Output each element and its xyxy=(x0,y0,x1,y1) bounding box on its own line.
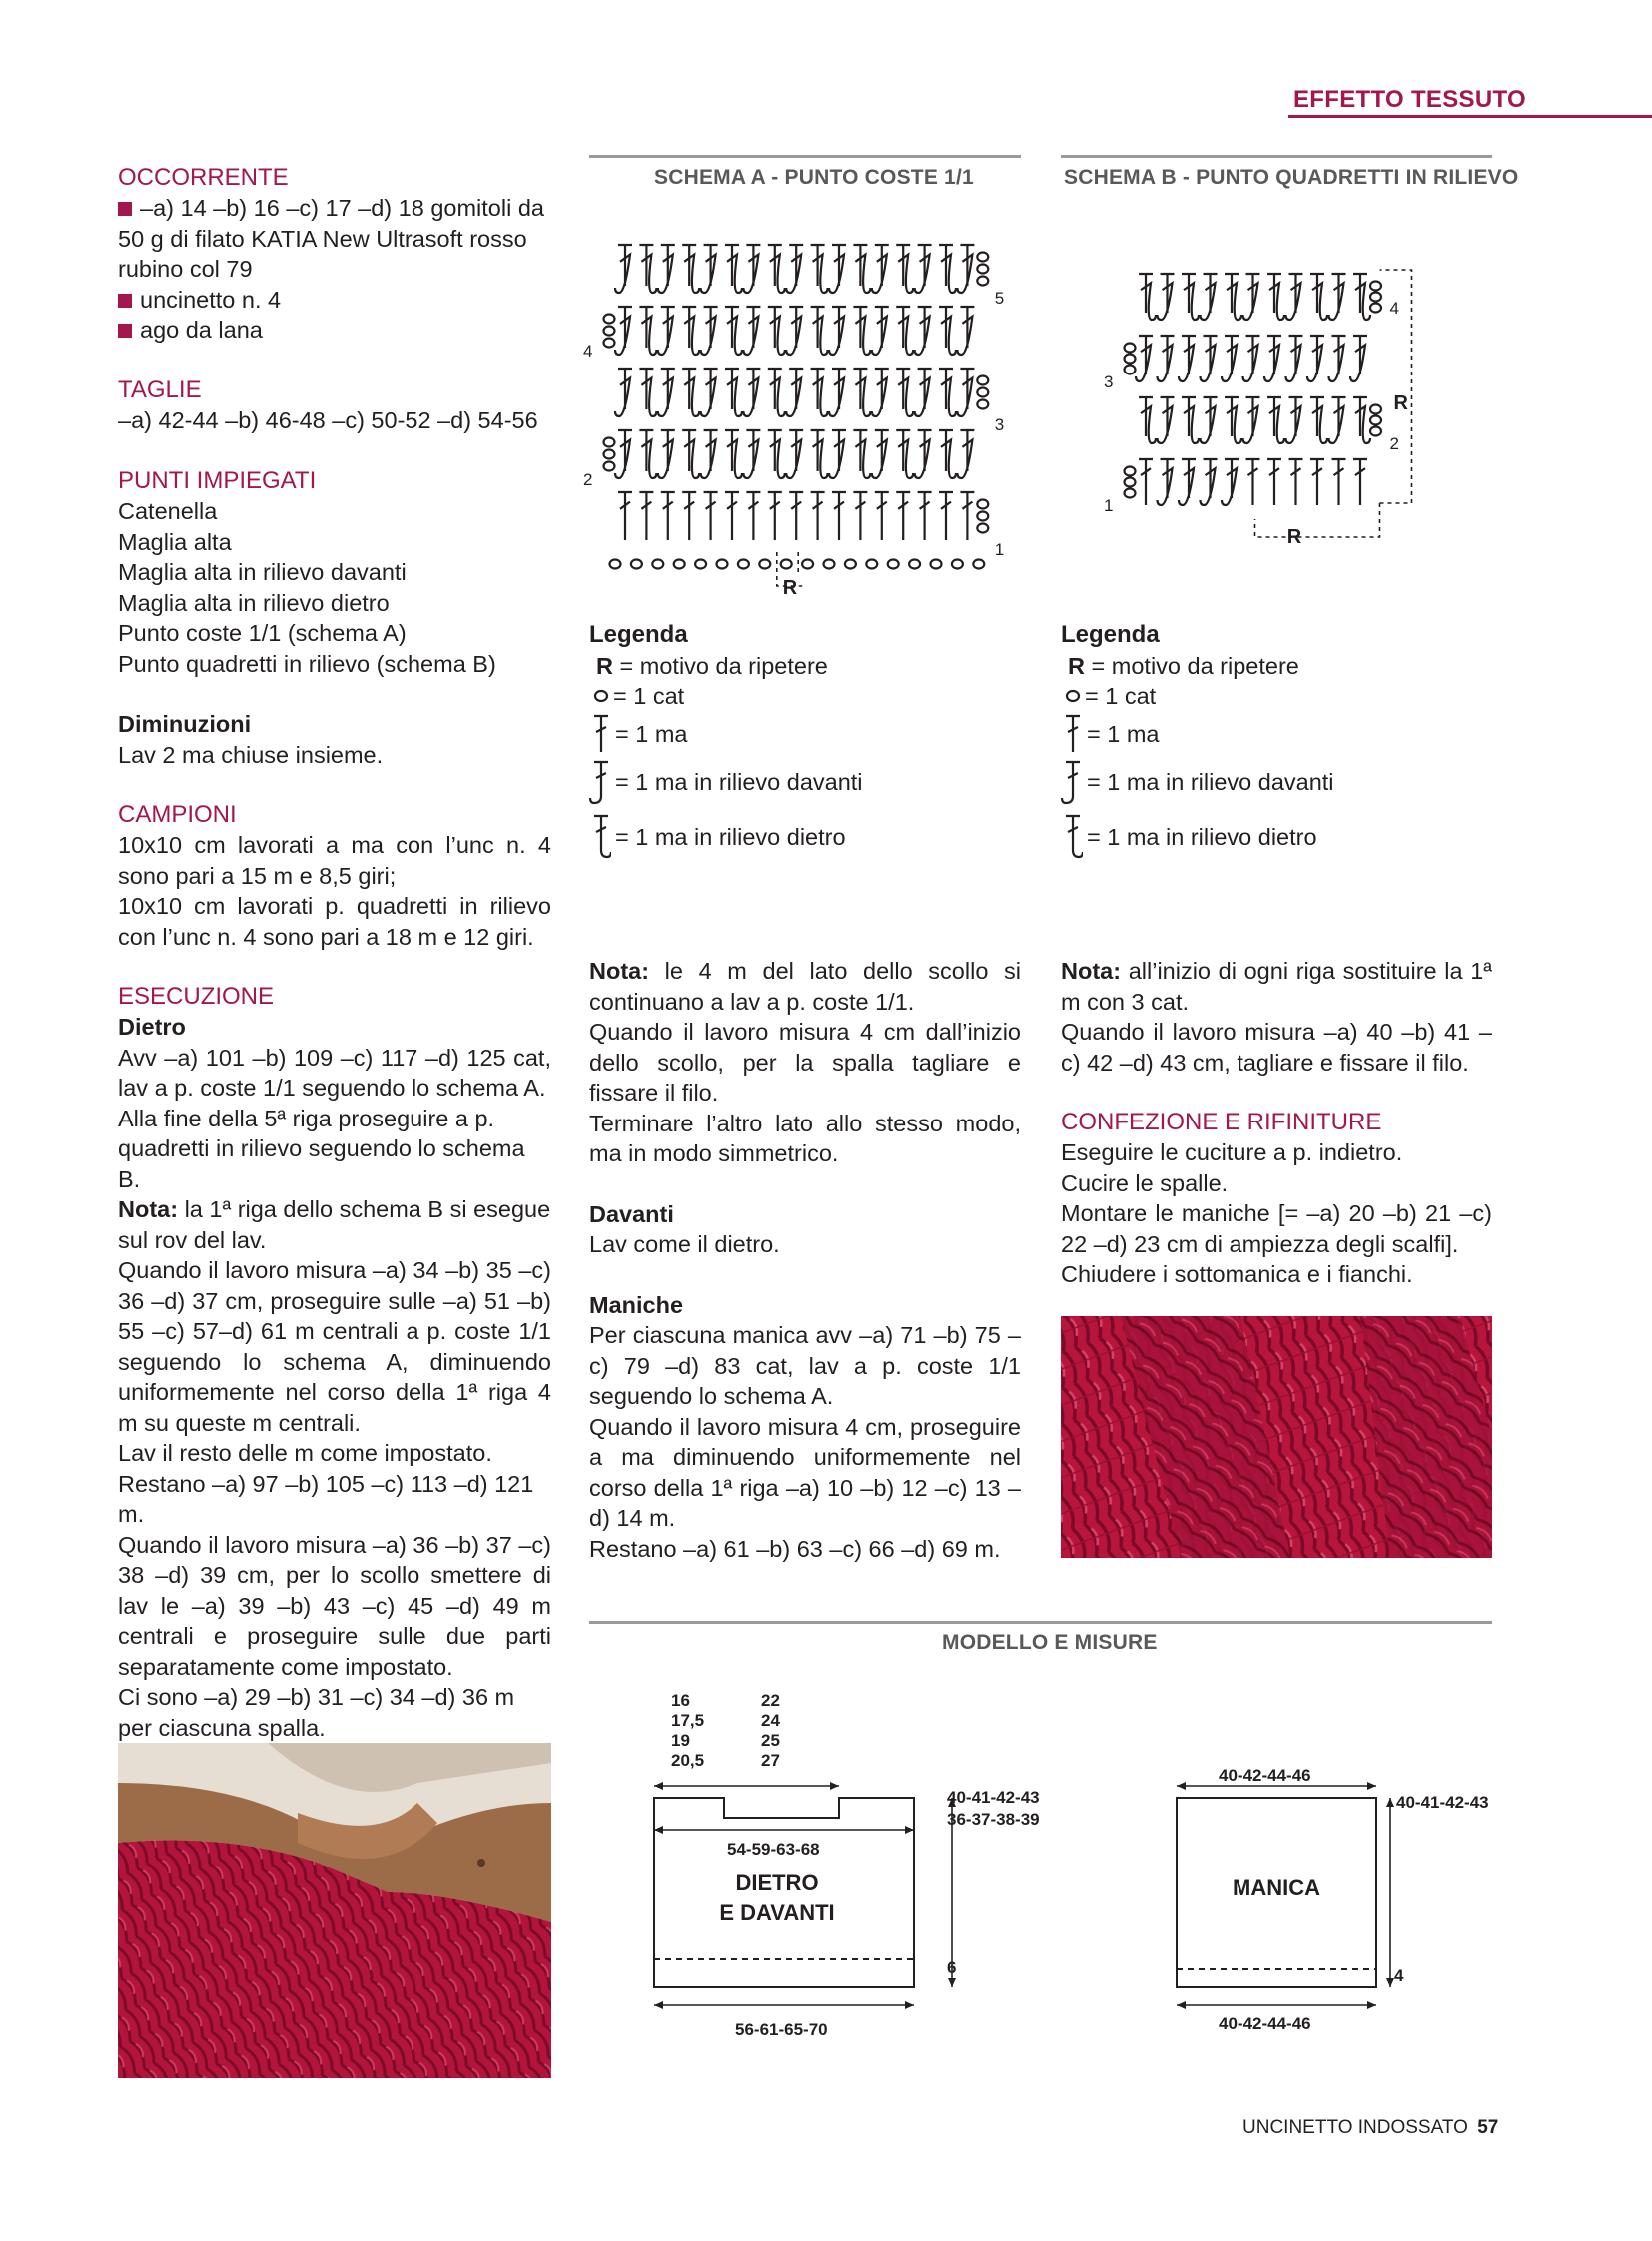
side-height-label: 36-37-38-39 xyxy=(947,1810,1040,1829)
front-post-symbol xyxy=(701,369,718,416)
double-crochet-symbol xyxy=(960,492,974,540)
maniche-text: Per ciascuna manica avv –a) 71 –b) 75 –c) 79 –d) 83 cat, lav a p. coste 1/1 seguendo lo schema A. xyxy=(589,1322,1021,1409)
chain-symbol xyxy=(909,560,920,569)
front-post-symbol xyxy=(915,245,932,293)
front-post-symbol xyxy=(1158,459,1175,505)
esecuzione-text: Alla fine della 5ª riga proseguire a p. quadretti in rilievo seguendo lo schema B. xyxy=(118,1105,525,1192)
back-post-symbol xyxy=(939,245,956,293)
neck-size-2: 24 xyxy=(761,1711,780,1730)
campioni-text: 10x10 cm lavorati p. quadretti in rilievo con l’unc n. 4 sono pari a 18 m e 12 giri. xyxy=(118,893,551,950)
front-post-symbol xyxy=(829,430,846,478)
occorrente-item: uncinetto n. 4 xyxy=(118,285,551,316)
legend-a xyxy=(589,619,1009,867)
chain-symbol xyxy=(604,450,615,459)
front-post-symbol xyxy=(1201,274,1218,320)
measurements-diagram xyxy=(589,1668,1492,2047)
front-post-symbol xyxy=(786,430,803,478)
chain-symbol xyxy=(604,462,615,471)
esecuzione-text: Avv –a) 101 –b) 109 –c) 117 –d) 125 cat, lav a p. coste 1/1 seguendo lo schema A. xyxy=(118,1044,551,1101)
front-post-symbol xyxy=(1264,336,1281,381)
double-crochet-symbol xyxy=(896,492,910,540)
legend-a-ma: = 1 ma xyxy=(589,711,1009,757)
confezione-item: Chiudere i sottomanica e i fianchi. xyxy=(1061,1261,1413,1287)
front-post-symbol xyxy=(658,369,675,416)
chain-symbol xyxy=(977,277,988,286)
swatch-photo-image xyxy=(1061,1316,1492,1558)
front-post-symbol xyxy=(829,369,846,416)
legend-b-repeat: R = motivo da ripetere xyxy=(1068,653,1299,679)
bullet-icon xyxy=(118,202,132,216)
legend-a-repeat: R = motivo da ripetere xyxy=(596,653,828,679)
chain-symbol xyxy=(977,265,988,274)
back-post-symbol xyxy=(725,430,742,478)
chain-symbol xyxy=(973,560,984,569)
punti-item: Maglia alta in rilievo dietro xyxy=(118,589,390,616)
bullet-icon xyxy=(118,324,132,338)
back-post-symbol xyxy=(811,307,828,355)
front-post-icon xyxy=(1061,758,1083,806)
repeat-label: R xyxy=(1393,392,1408,414)
repeat-label: R xyxy=(1286,526,1302,548)
front-post-symbol xyxy=(743,369,760,416)
front-post-symbol xyxy=(829,307,846,355)
chain-symbol xyxy=(604,315,615,324)
back-post-symbol xyxy=(682,369,699,416)
back-post-symbol xyxy=(1225,274,1241,320)
front-post-symbol xyxy=(1286,274,1303,320)
punti-heading: PUNTI IMPIEGATI xyxy=(118,467,317,494)
left-column xyxy=(118,163,551,1743)
double-crochet-symbol xyxy=(789,492,803,540)
back-post-symbol xyxy=(768,307,785,355)
esecuzione-text: Restano –a) 97 –b) 105 –c) 113 –d) 121 m. xyxy=(118,1470,534,1527)
footer xyxy=(1242,2117,1498,2139)
modello-title: MODELLO E MISURE xyxy=(942,1631,1158,1654)
section-title: EFFETTO TESSUTO xyxy=(1293,86,1526,113)
esecuzione-text: Lav il resto delle m come impostato. xyxy=(118,1440,492,1466)
schema-b-nota: Nota: all’inizio di ogni riga sostituire la 1ª m con 3 cat. xyxy=(1061,958,1492,1015)
occorrente-heading: OCCORRENTE xyxy=(118,164,289,191)
row-label: 1 xyxy=(994,540,1005,559)
chain-symbol xyxy=(952,560,963,569)
back-post-symbol xyxy=(1182,274,1199,320)
swatch-photo xyxy=(1061,1316,1492,1558)
front-post-symbol xyxy=(872,307,889,355)
back-post-icon xyxy=(1061,812,1083,862)
front-post-symbol xyxy=(701,307,718,355)
double-crochet-symbol xyxy=(639,492,653,540)
esecuzione-text: Quando il lavoro misura –a) 36 –b) 37 –c) 38 –d) 39 cm, per lo scollo smettere di lav le –a) 39 –b) 43 –c) 45 –d) 49 m centrali e proseguire sulle due parti separatamente come impostato. xyxy=(118,1531,551,1680)
back-post-symbol xyxy=(1353,274,1370,320)
chain-icon xyxy=(1061,686,1083,706)
front-post-symbol xyxy=(743,245,760,293)
front-post-symbol xyxy=(786,369,803,416)
front-post-symbol xyxy=(915,369,932,416)
double-crochet-symbol xyxy=(1353,459,1367,505)
double-crochet-symbol xyxy=(939,492,953,540)
chain-symbol xyxy=(866,560,877,569)
chain-symbol xyxy=(781,560,792,569)
front-post-symbol xyxy=(743,430,760,478)
sleeve-bottom-width-label: 40-42-44-46 xyxy=(1219,2014,1311,2033)
chain-symbol xyxy=(1370,427,1381,436)
schema-b-rule xyxy=(1061,155,1492,158)
chain-symbol xyxy=(610,560,621,569)
back-post-symbol xyxy=(1139,274,1156,320)
back-post-symbol xyxy=(1182,397,1199,443)
esecuzione-heading: ESECUZIONE xyxy=(118,983,275,1010)
row-label: 3 xyxy=(1104,373,1114,391)
chain-symbol xyxy=(1370,304,1381,313)
page-number: 57 xyxy=(1477,2117,1499,2138)
sleeve-height-label: 40-41-42-43 xyxy=(1396,1793,1489,1812)
body-label-1: DIETRO xyxy=(735,1870,819,1895)
front-post-symbol xyxy=(743,307,760,355)
chain-symbol xyxy=(695,560,706,569)
back-post-symbol xyxy=(639,307,656,355)
schema-b-title: SCHEMA B - PUNTO QUADRETTI IN RILIEVO xyxy=(1064,166,1519,189)
chain-symbol xyxy=(888,560,899,569)
front-post-symbol xyxy=(957,307,974,355)
front-post-symbol xyxy=(1179,336,1196,381)
front-post-symbol xyxy=(1286,336,1303,381)
maniche-text: Restano –a) 61 –b) 63 –c) 66 –d) 69 m. xyxy=(589,1535,1001,1562)
double-crochet-symbol xyxy=(682,492,696,540)
sleeve-rib-label: 4 xyxy=(1394,1966,1404,1985)
double-crochet-symbol xyxy=(832,492,846,540)
front-post-symbol xyxy=(1329,336,1346,381)
dietro-heading: Dietro xyxy=(118,1014,186,1040)
legend-a-back: = 1 ma in rilievo dietro xyxy=(589,807,1009,867)
front-post-symbol xyxy=(1222,459,1239,505)
back-post-symbol xyxy=(811,245,828,293)
davanti-heading: Davanti xyxy=(589,1200,674,1227)
front-post-symbol xyxy=(872,245,889,293)
sleeve-label: MANICA xyxy=(1233,1875,1320,1900)
chain-symbol xyxy=(824,560,835,569)
modello-rule xyxy=(589,1621,1492,1624)
back-post-symbol xyxy=(725,245,742,293)
front-post-symbol xyxy=(615,430,632,478)
front-post-symbol xyxy=(615,307,632,355)
chain-symbol xyxy=(604,438,615,447)
chain-symbol xyxy=(759,560,770,569)
double-crochet-symbol xyxy=(704,492,718,540)
footer-magazine: UNCINETTO INDOSSATO xyxy=(1242,2117,1468,2138)
chain-symbol xyxy=(652,560,663,569)
repeat-bracket xyxy=(1255,503,1380,537)
chain-symbol xyxy=(931,560,942,569)
double-crochet-symbol xyxy=(1332,459,1346,505)
schema-a-title: SCHEMA A - PUNTO COSTE 1/1 xyxy=(654,166,974,189)
double-crochet-symbol xyxy=(875,492,889,540)
shoulder-size-1: 16 xyxy=(671,1691,690,1710)
front-post-symbol xyxy=(658,430,675,478)
chain-symbol xyxy=(1370,293,1381,302)
back-post-symbol xyxy=(853,430,870,478)
chain-icon xyxy=(589,686,611,706)
neck-size-3: 25 xyxy=(761,1731,780,1750)
confezione-item: Eseguire le cuciture a p. indietro. xyxy=(1061,1139,1403,1165)
chain-symbol xyxy=(977,376,988,385)
front-post-symbol xyxy=(658,307,675,355)
front-post-symbol xyxy=(957,369,974,416)
chain-symbol xyxy=(977,500,988,509)
back-post-symbol xyxy=(811,430,828,478)
confezione-item: Montare le maniche [= –a) 20 –b) 21 –c) 22 –d) 23 cm di ampiezza degli scalfi]. xyxy=(1061,1200,1492,1257)
chain-symbol xyxy=(977,388,988,397)
schema-a-rule xyxy=(589,155,1021,158)
top-height-label: 40-41-42-43 xyxy=(947,1788,1040,1807)
double-crochet-symbol xyxy=(1139,459,1153,505)
shoulder-size-3: 19 xyxy=(671,1731,690,1750)
shoulder-size-4: 20,5 xyxy=(671,1751,705,1770)
row-label: 4 xyxy=(1389,299,1399,318)
legend-b-back: = 1 ma in rilievo dietro xyxy=(1061,807,1480,867)
back-post-symbol xyxy=(896,245,913,293)
chain-symbol xyxy=(1125,355,1136,364)
maniche-heading: Maniche xyxy=(589,1291,684,1318)
front-post-symbol xyxy=(1329,397,1346,443)
row-label: 2 xyxy=(1389,434,1399,453)
row-label: 2 xyxy=(583,470,593,489)
neck-size-4: 27 xyxy=(761,1751,780,1770)
sleeve-top-width-label: 40-42-44-46 xyxy=(1219,1766,1311,1785)
chain-symbol xyxy=(674,560,685,569)
schema-a-nota: Nota: le 4 m del lato dello scollo si continuano a lav a p. coste 1/1. xyxy=(589,958,1021,1015)
front-post-symbol xyxy=(658,245,675,293)
chain-symbol xyxy=(1370,416,1381,425)
chain-symbol xyxy=(1125,489,1136,498)
back-post-symbol xyxy=(682,307,699,355)
esecuzione-text: Quando il lavoro misura –a) 34 –b) 35 –c) 36 –d) 37 cm, proseguire sulle –a) 51 –b) 55 –c) 57–d) 61 m centrali a p. coste 1/1 seguendo lo schema A, diminuendo uniformemente nel corso della 1ª riga 4 m su queste m centrali. xyxy=(118,1257,551,1436)
chain-symbol xyxy=(977,400,988,409)
model-photo-image xyxy=(118,1743,551,2078)
chain-symbol xyxy=(1125,366,1136,374)
front-post-symbol xyxy=(1158,336,1175,381)
front-post-symbol xyxy=(957,430,974,478)
front-post-symbol xyxy=(872,369,889,416)
front-post-symbol xyxy=(957,245,974,293)
back-post-symbol xyxy=(768,369,785,416)
double-crochet-symbol xyxy=(918,492,932,540)
back-post-symbol xyxy=(1267,397,1284,443)
chain-symbol xyxy=(845,560,856,569)
legend-b-title: Legenda xyxy=(1061,621,1160,648)
front-post-icon xyxy=(589,758,611,806)
double-crochet-icon xyxy=(589,712,611,756)
front-post-symbol xyxy=(615,369,632,416)
legend-a-front: = 1 ma in rilievo davanti xyxy=(589,757,1009,807)
legend-b-ma: = 1 ma xyxy=(1061,711,1480,757)
chain-symbol xyxy=(977,253,988,262)
front-post-symbol xyxy=(1201,459,1218,505)
front-post-symbol xyxy=(786,307,803,355)
front-post-symbol xyxy=(1158,274,1175,320)
back-post-symbol xyxy=(1353,397,1370,443)
section-header xyxy=(1293,86,1526,114)
double-crochet-symbol xyxy=(853,492,867,540)
schema-a-diagram xyxy=(579,230,1019,609)
chain-symbol xyxy=(977,524,988,533)
neck-size-1: 22 xyxy=(761,1691,780,1710)
double-crochet-symbol xyxy=(1267,459,1281,505)
double-crochet-symbol xyxy=(1289,459,1303,505)
inner-width-label: 54-59-63-68 xyxy=(727,1840,820,1859)
chain-symbol xyxy=(1125,467,1136,476)
front-post-symbol xyxy=(1136,336,1153,381)
legend-b-front: = 1 ma in rilievo davanti xyxy=(1061,757,1480,807)
chain-symbol xyxy=(604,327,615,336)
double-crochet-symbol xyxy=(661,492,675,540)
chain-symbol xyxy=(1370,282,1381,291)
back-post-symbol xyxy=(853,369,870,416)
back-post-symbol xyxy=(939,430,956,478)
middle-column xyxy=(589,956,1021,1564)
schema-a-text: Quando il lavoro misura 4 cm dall’inizio dello scollo, per la spalla tagliare e fissare il filo. xyxy=(589,1019,1021,1106)
back-post-symbol xyxy=(1267,274,1284,320)
back-post-symbol xyxy=(853,245,870,293)
chain-symbol xyxy=(738,560,749,569)
back-post-symbol xyxy=(725,369,742,416)
occorrente-item: –a) 14 –b) 16 –c) 17 –d) 18 gomitoli da 50 g di filato KATIA New Ultrasoft rosso rubino col 79 xyxy=(118,195,544,282)
front-post-symbol xyxy=(1201,397,1218,443)
front-post-symbol xyxy=(615,245,632,293)
taglie-text: –a) 42-44 –b) 46-48 –c) 50-52 –d) 54-56 xyxy=(118,406,538,433)
chain-symbol xyxy=(1125,478,1136,487)
esecuzione-nota: Nota: la 1ª riga dello schema B si esegue sul rov del lav. xyxy=(118,1196,551,1253)
back-post-symbol xyxy=(853,307,870,355)
campioni-heading: CAMPIONI xyxy=(118,801,237,828)
row-label: 4 xyxy=(583,342,593,361)
back-post-symbol xyxy=(1139,397,1156,443)
punti-item: Punto quadretti in rilievo (schema B) xyxy=(118,650,496,677)
right-column xyxy=(1061,956,1492,1290)
row-label: 5 xyxy=(994,289,1005,308)
legend-b xyxy=(1061,619,1480,867)
back-post-symbol xyxy=(682,430,699,478)
legend-a-cat: = 1 cat xyxy=(589,681,1009,711)
back-post-symbol xyxy=(896,430,913,478)
front-post-symbol xyxy=(829,245,846,293)
double-crochet-symbol xyxy=(768,492,782,540)
back-post-symbol xyxy=(639,369,656,416)
schema-a-text: Terminare l’altro lato allo stesso modo, ma in modo simmetrico. xyxy=(589,1110,1021,1166)
back-post-symbol xyxy=(768,430,785,478)
repeat-label: R xyxy=(782,577,798,599)
back-post-symbol xyxy=(1225,397,1241,443)
double-crochet-symbol xyxy=(618,492,632,540)
front-post-symbol xyxy=(1158,397,1175,443)
double-crochet-symbol xyxy=(1310,459,1324,505)
chain-symbol xyxy=(1370,405,1381,414)
body-width-label: 56-61-65-70 xyxy=(735,2020,828,2039)
legend-a-title: Legenda xyxy=(589,621,688,648)
front-post-symbol xyxy=(1243,336,1260,381)
chain-symbol xyxy=(977,512,988,521)
double-crochet-symbol xyxy=(1246,459,1260,505)
front-post-symbol xyxy=(701,245,718,293)
schema-b-diagram xyxy=(1094,230,1553,609)
back-post-symbol xyxy=(896,369,913,416)
front-post-symbol xyxy=(786,245,803,293)
back-post-symbol xyxy=(811,369,828,416)
double-crochet-icon xyxy=(1061,712,1083,756)
front-post-symbol xyxy=(1201,336,1218,381)
double-crochet-symbol xyxy=(811,492,825,540)
bullet-icon xyxy=(118,294,132,308)
punti-item: Maglia alta xyxy=(118,528,232,555)
punti-item: Catenella xyxy=(118,498,218,524)
punti-item: Punto coste 1/1 (schema A) xyxy=(118,620,407,646)
row-label: 3 xyxy=(994,415,1005,434)
back-post-symbol xyxy=(939,307,956,355)
header-rule xyxy=(1288,115,1652,118)
front-post-symbol xyxy=(1307,336,1324,381)
diminuzioni-heading: Diminuzioni xyxy=(118,711,252,737)
front-post-symbol xyxy=(1179,459,1196,505)
chain-symbol xyxy=(717,560,728,569)
front-post-symbol xyxy=(872,430,889,478)
chain-symbol xyxy=(1125,344,1136,353)
back-post-symbol xyxy=(725,307,742,355)
chain-symbol xyxy=(802,560,813,569)
confezione-heading: CONFEZIONE E RIFINITURE xyxy=(1061,1109,1382,1135)
confezione-item: Cucire le spalle. xyxy=(1061,1169,1229,1196)
back-post-icon xyxy=(589,812,611,862)
front-post-symbol xyxy=(1243,274,1260,320)
front-post-symbol xyxy=(1329,274,1346,320)
front-post-symbol xyxy=(1243,397,1260,443)
shoulder-size-2: 17,5 xyxy=(671,1711,705,1730)
double-crochet-symbol xyxy=(725,492,739,540)
model-photo xyxy=(118,1743,551,2078)
front-post-symbol xyxy=(1222,336,1239,381)
front-post-symbol xyxy=(1350,336,1367,381)
chain-symbol xyxy=(604,339,615,348)
back-post-symbol xyxy=(639,430,656,478)
legend-b-cat: = 1 cat xyxy=(1061,681,1480,711)
front-post-symbol xyxy=(915,430,932,478)
back-post-symbol xyxy=(1310,397,1327,443)
maniche-text: Quando il lavoro misura 4 cm, proseguire a ma diminuendo uniformemente nel corso della 1ª riga –a) 10 –b) 12 –c) 13 –d) 14 m. xyxy=(589,1413,1021,1531)
schema-b-text: Quando il lavoro misura –a) 40 –b) 41 –c) 42 –d) 43 cm, tagliare e fissare il filo. xyxy=(1061,1019,1492,1076)
body-rib-label: 6 xyxy=(947,1958,957,1977)
row-label: 1 xyxy=(1104,496,1114,515)
davanti-text: Lav come il dietro. xyxy=(589,1231,780,1257)
back-post-symbol xyxy=(896,307,913,355)
taglie-heading: TAGLIE xyxy=(118,375,202,403)
front-post-symbol xyxy=(701,430,718,478)
body-label-2: E DAVANTI xyxy=(719,1900,835,1925)
esecuzione-text: Ci sono –a) 29 –b) 31 –c) 34 –d) 36 m per ciascuna spalla. xyxy=(118,1684,515,1741)
double-crochet-symbol xyxy=(746,492,760,540)
occorrente-item: ago da lana xyxy=(118,315,551,346)
chain-symbol xyxy=(631,560,642,569)
back-post-symbol xyxy=(1310,274,1327,320)
front-post-symbol xyxy=(1286,397,1303,443)
back-post-symbol xyxy=(939,369,956,416)
front-post-symbol xyxy=(915,307,932,355)
diminuzioni-text: Lav 2 ma chiuse insieme. xyxy=(118,741,384,768)
back-post-symbol xyxy=(639,245,656,293)
back-post-symbol xyxy=(682,245,699,293)
back-post-symbol xyxy=(768,245,785,293)
campioni-text: 10x10 cm lavorati a ma con l’unc n. 4 sono pari a 15 m e 8,5 giri; xyxy=(118,832,551,889)
punti-item: Maglia alta in rilievo davanti xyxy=(118,559,407,585)
